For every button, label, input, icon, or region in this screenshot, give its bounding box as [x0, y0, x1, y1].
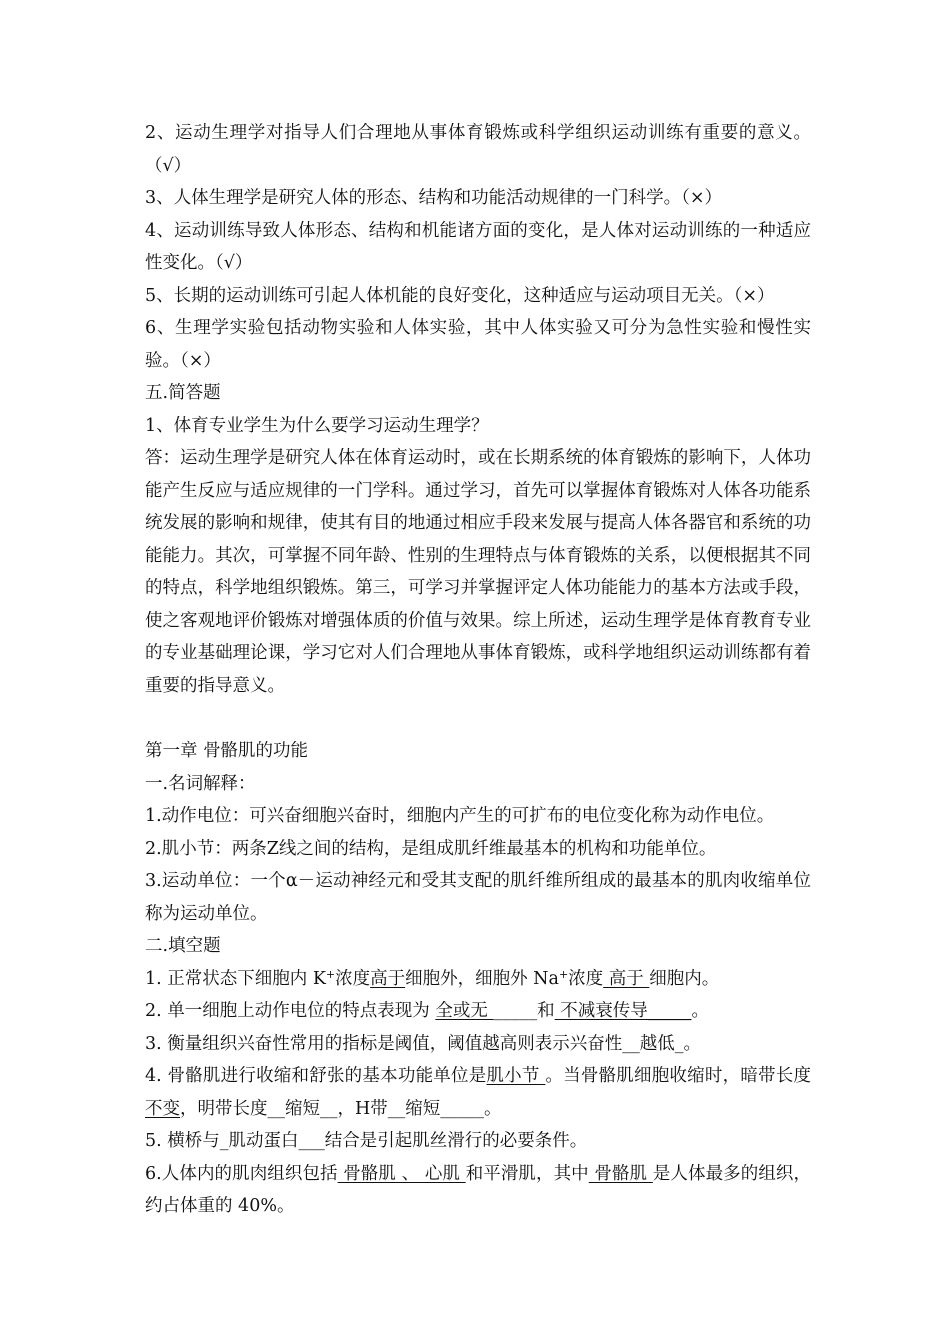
page-content — [145, 117, 811, 1223]
fill-answer: 高于 — [603, 968, 650, 989]
definition-item: 3.运动单位：一个α－运动神经元和受其支配的肌纤维所组成的最基本的肌肉收缩单位称为运动单位。 — [145, 871, 811, 924]
question: 1、体育专业学生为什么要学习运动生理学？ — [145, 415, 489, 436]
tf-item: 5、长期的运动训练可引起人体机能的良好变化，这种适应与运动项目无关。（×） — [145, 285, 775, 306]
fill-answer: 全或无 — [435, 1001, 494, 1021]
spacer — [145, 702, 811, 735]
tf-item: 4、运动训练导致人体形态、结构和机能诸方面的变化，是人体对运动训练的一种适应性变化。（√） — [145, 220, 811, 273]
fill-item: 6.人体内的肌肉组织包括 骨骼肌 、 心肌 和平滑肌，其中 骨骼肌 是人体最多的组织，约占体重的 40%。 — [145, 1163, 811, 1216]
chapter-title: 第一章 骨骼肌的功能 — [145, 741, 309, 761]
fill-answer: 高于 — [370, 968, 406, 989]
section-heading: 一.名词解释： — [145, 773, 256, 794]
fill-answer: 骨骼肌 — [588, 1163, 653, 1184]
tf-item: 2、运动生理学对指导人们合理地从事体育锻炼或科学组织运动训练有重要的意义。（√） — [145, 123, 811, 176]
section-heading: 五.简答题 — [145, 383, 221, 403]
tf-item: 3、人体生理学是研究人体的形态、结构和功能活动规律的一门科学。（×） — [145, 188, 723, 208]
fill-answer: 不变 — [145, 1098, 180, 1119]
fill-answer: 不减衰传导_____ — [554, 1001, 692, 1021]
section-heading: 二.填空题 — [145, 936, 221, 956]
fill-item: 3. 衡量组织兴奋性常用的指标是阈值，阈值越高则表示兴奋性__越低_。 — [145, 1033, 702, 1054]
answer-paragraph: 答：运动生理学是研究人体在体育运动时，或在长期系统的体育锻炼的影响下，人体功能产生反应与适应规律的一门学科。通过学习，首先可以掌握体育锻炼对人体各功能系统发展的影响和规律，使其有目的地通过相应手段来发展与提高人体各器官和系统的功能能力。其次，可掌握不同年龄、性别的生理特点与体育锻炼的关系，以便根据其不同的特点，科学地组织锻炼。第三，可学习并掌握评定人体功能能力的基本方法或手段，使之客观地评价锻炼对增强体质的价值与效果。综上所述，运动生理学是体育教育专业的专业基础理论课，学习它对人们合理地从事体育锻炼，或科学地组织运动训练都有着重要的指导意义。 — [145, 448, 811, 696]
tf-item: 6、生理学实验包括动物实验和人体实验，其中人体实验又可分为急性实验和慢性实验。（×） — [145, 318, 811, 371]
definition-item: 2.肌小节：两条Z线之间的结构，是组成肌纤维最基本的机构和功能单位。 — [145, 838, 717, 859]
fill-item: 2. 单一细胞上动作电位的特点表现为 全或无 _____和 不减衰传导_____。 — [145, 1001, 709, 1021]
fill-answer: 肌小节 — [486, 1066, 546, 1086]
fill-item: 5. 横桥与_肌动蛋白___结合是引起肌丝滑行的必要条件。 — [145, 1131, 588, 1151]
fill-item: 1. 正常状态下细胞内 K+浓度高于细胞外，细胞外 Na+浓度 高于 细胞内。 — [145, 967, 720, 989]
definition-item: 1.动作电位：可兴奋细胞兴奋时，细胞内产生的可扩布的电位变化称为动作电位。 — [145, 806, 775, 826]
fill-answer: 骨骼肌 、 心肌 — [337, 1163, 466, 1184]
fill-item: 4. 骨骼肌进行收缩和舒张的基本功能单位是肌小节 。当骨骼肌细胞收缩时，暗带长度不变，明带长度__缩短__，H带__缩短_____。 — [145, 1066, 811, 1119]
